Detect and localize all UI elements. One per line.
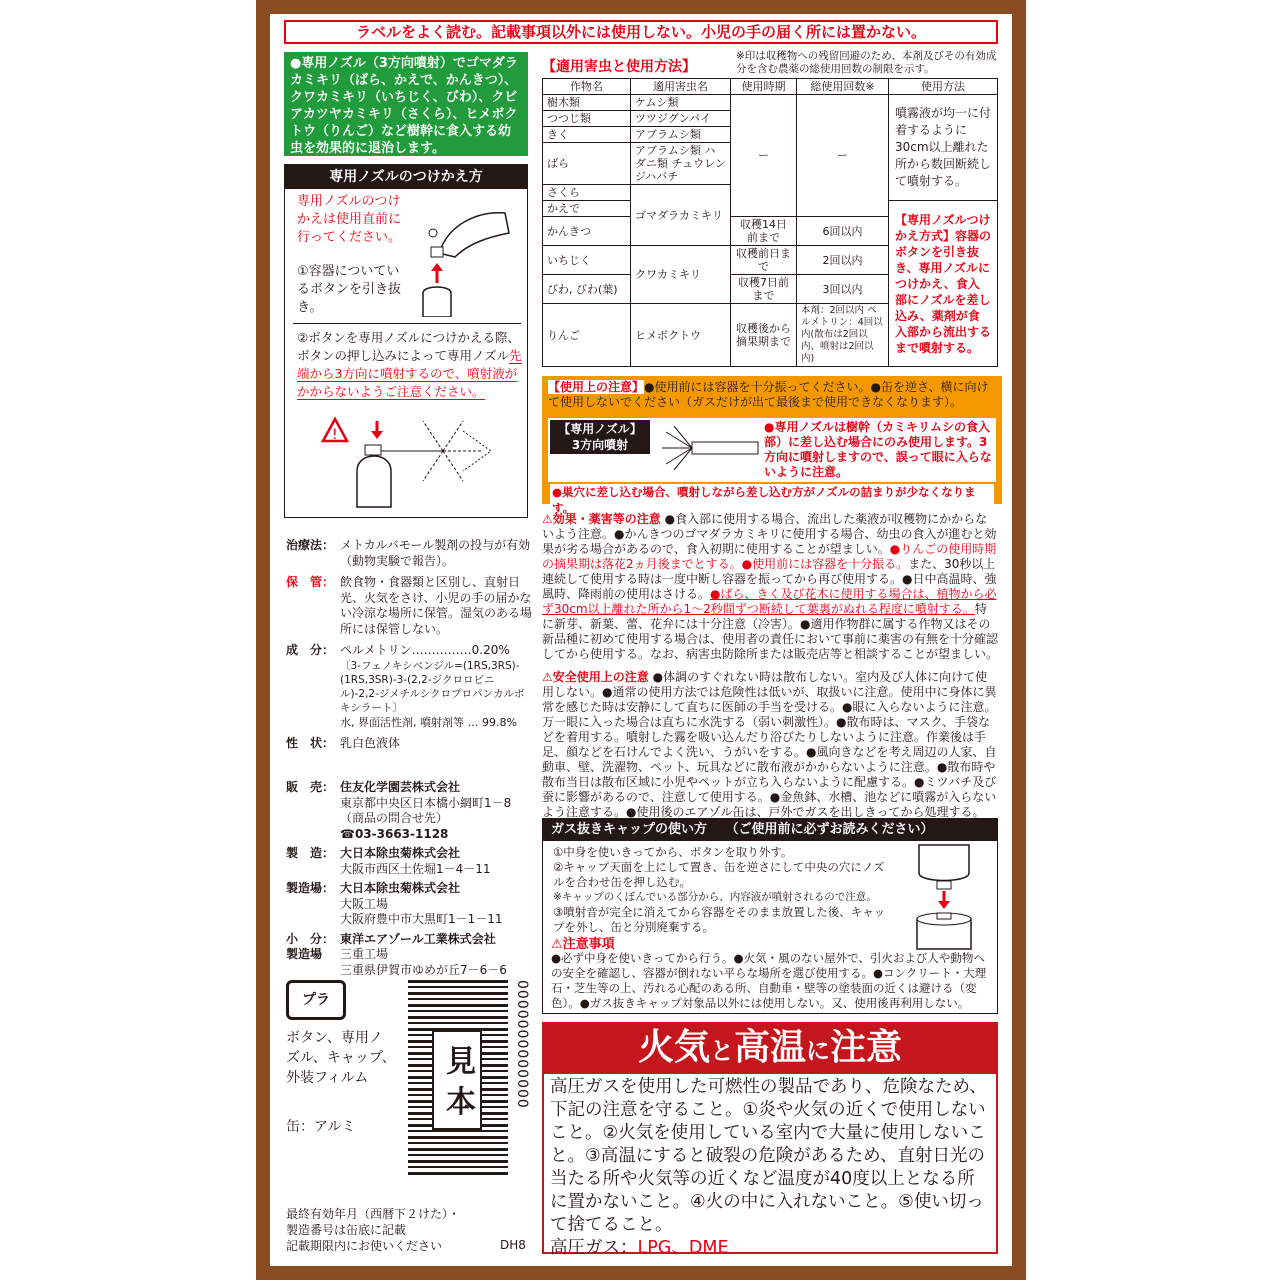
table-header: 適用害虫名 [631,79,731,95]
info-chemical-name: 〔3-フェノキシベンジル=(1RS,3RS)-(1RS,3SR)-3-(2,2-ジクロロビニル)-2,2-ジメチルシクロプロパンカルボキシラート〕 [340,659,525,714]
plant2-key-2: 製造場 [286,947,323,961]
plant-row [286,881,532,928]
expiry-block [286,1206,536,1254]
info-row-treatment [286,538,532,569]
sales-address: 東京都中央区日本橋小網町1－8 [340,795,512,810]
info-key: 治療法： [286,538,335,552]
crop-cell: びわ, びわ(葉) [543,275,631,304]
nozzle-bottom-note: ●巣穴に差し込む場合、噴射しながら差し込む方がノズルの詰まりが少なくなります。 [550,484,994,516]
button-removal-illustration [409,193,517,317]
crop-cell: つつじ類 [543,111,631,127]
fire-title-b: と [709,1037,734,1065]
effect-caution-text: ●食入部に使用する場合、流出した薬液が収穫物にかからないよう注意。●かんきつのゴマダラカミキリに使用する場合、幼虫の食入が進むと効果が劣る場合があるので、食入初期に使用することが望ましい。 [542,512,997,556]
times-cell: 3回以内 [797,275,889,304]
info-value: 飲食物・食器類と区別し、直射日光、火気をさけ、小児の手の届かない冷涼な場所に保管。湿気のある場所には保管しない。 [340,575,533,636]
info-key: 保 管： [286,575,335,589]
info-other-ingredients: 水, 界面活性剤, 噴射剤等 … 99.8% [340,715,517,729]
maker-key: 製 造： [286,846,335,860]
pest-cell: クワカミキリ [631,246,731,304]
info-value: 乳白色液体 [340,736,401,750]
plant-key: 製造場： [286,881,335,895]
crop-cell: 樹木類 [543,95,631,111]
warning-icon: ⚠ [542,512,553,526]
maker-address: 大阪市西区土佐堀1－4－11 [340,861,491,876]
pest-cell: アブラムシ類 ハダニ類 チュウレンジハバチ [631,143,731,185]
sales-row [286,780,532,842]
fire-warning-body [542,1074,998,1258]
pest-cell: ゴマダラカミキリ [631,185,731,246]
info-value: メトカルバモール製剤の投与が有効（動物実験で報告）。 [340,538,531,568]
info-key: 成 分： [286,643,335,657]
table-header: 作物名 [543,79,631,95]
nozzle-label [550,420,650,454]
plant2-row [286,932,532,979]
crop-cell: いちじく [543,246,631,275]
sales-inquiry: （商品の問合せ先） [340,811,449,825]
timing-cell: 収穫前日まで [731,246,797,275]
gas-cap-section [542,818,998,1014]
plant2-company: 東洋エアゾール工業株式会社 [340,931,496,946]
crop-cell: かえで [543,201,631,217]
effect-caution [542,512,998,662]
effect-caution-red-2: ●ばら、きく及び花木に使用する場合は、植物から必ず30cm以上離れた所から1～2秒間ずつ断続して葉裏がぬれる程度に噴射する。 [542,587,997,616]
table-header: 使用方法 [889,79,998,95]
pest-cell: ツツジグンバイ [631,111,731,127]
sales-phone: ☎03-3663-1128 [340,826,449,841]
sales-company: 住友化学園芸株式会社 [340,780,461,794]
crop-cell: ばら [543,143,631,185]
nozzle-section-title: 専用ノズルのつけかえ方 [285,165,527,189]
crop-cell: きく [543,127,631,143]
plant2-name: 三重工場 [340,947,389,961]
fire-gas-label: 高圧ガス： [550,1238,638,1258]
gas-cap-step-1: ①中身を使いきってから、ボタンを取り外す。 [553,845,793,859]
table-row [543,95,998,111]
effect-caution-text-2: また、30秒以上連続して使用する時は一度中断し容器を振ってから再び使用する。●日中高温時、強風時、降雨前の使用はさける。 [542,557,997,601]
recycle-mark: プラ [286,980,346,1020]
plant2-key: 小 分： [286,931,335,946]
plant-address: 大阪府豊中市大黒町1－1－11 [340,912,503,926]
plant2-address: 三重県伊賀市ゆめが丘7－6－6 [340,962,507,977]
gas-cap-attention-head [551,933,615,952]
gas-cap-attention: ●必ず中身を使いきってから行う。●火気・風のない屋外で、引火および人や動物への安全を確認し、容器が倒れない平らな場所を選び使用する。●コンクリート・大理石・芝生等の上、汚れる心配のある所、自動車・壁等の塗装面の近くは避ける（変色）。●ガス抜きキャップ対象品以外には使用しない。又、使用後再利用しない。 [551,951,987,1010]
usage-table-title: 【適用害虫と使用方法】 [542,59,696,75]
gas-cap-title: ガス抜きキャップの使い方 [551,822,708,837]
times-cell: 6回以内 [797,217,889,246]
info-row-storage [286,575,532,637]
gas-cap-step-3: ③噴射音が完全に消えてから容器をそのまま放置した後、キャップを外し、缶と分別廃棄する。 [553,905,886,934]
crop-cell: かんきつ [543,217,631,246]
usage-table [542,78,998,367]
fire-warning-banner [542,1022,998,1074]
info-row-property [286,736,532,752]
fire-title-c: 高温 [733,1027,806,1068]
gas-cap-header [543,819,997,841]
expiry-line-3: 記載期限内にお使いください [286,1239,443,1253]
warning-icon: ⚠ [542,670,553,684]
info-row-ingredients [286,643,532,659]
usage-caution-head: 【使用上の注意】 [548,380,645,394]
recycle-can: 缶：アルミ [286,1119,356,1135]
info-key: 性 状： [286,736,335,750]
safety-caution [542,670,998,820]
product-description: ●専用ノズル（3方向噴射）でゴマダラカミキリ（ばら、かえで、かんきつ）、クワカミキリ（いちじく、びわ）、クビアカツヤカミキリ（さくら）、ヒメボクトウ（りんご）など樹幹に食入する幼虫を効果的に退治します。 [284,52,528,156]
nozzle-step-2-text: ②ボタンを専用ノズルにつけかえる際、ボタンの押し込みによって専用ノズル [297,330,520,363]
effect-caution-head: 効果・薬害等の注意 [552,512,661,526]
expiry-line-1: 最終有効年月（西暦下２けた）・ [286,1207,461,1221]
pest-cell: ケムシ類 [631,95,731,111]
fire-gas-line [550,1237,990,1260]
plant-company: 大日本除虫菊株式会社 [340,881,461,895]
gas-cap-subtitle: （ご使用前に必ずお読みください） [725,822,934,837]
gas-cap-illustration [899,843,995,953]
warning-icon: ⚠ [551,937,563,952]
gas-cap-steps [553,845,893,935]
usage-caution-body: ●使用前には容器を十分振ってください。●缶を逆さ、横に向けて使用しないでください（ガスだけが出て最後まで使用できなくなります）。 [548,380,989,409]
info-block [286,538,532,752]
spray-illustration [313,411,523,511]
usage-table-note: ※印は収穫物への残留回避のため、本剤及びその有効成分を含む農薬の総使用回数の制限を示す。 [736,50,997,75]
pest-cell: アブラムシ類 [631,127,731,143]
usage-caution-text [548,380,996,410]
timing-cell: 収穫14日前まで [731,217,797,246]
nozzle-section [284,164,528,518]
lot-code: DH8 [500,1238,526,1252]
nozzle-step-2 [297,329,523,401]
nozzle-step-1: ①容器についているボタンを引き抜き。 [297,264,402,315]
nozzle-detail-text: ●専用ノズルは樹幹（カミキリムシの食入部）に差し込む場合にのみ使用します。3方向に噴射しますので、誤って眼に入らないように注意。 [764,420,992,479]
sales-key: 販 売： [286,780,335,794]
times-cell: 2回以内 [797,246,889,275]
barcode-digits: 0000000000000 [514,980,530,1109]
table-header: 総使用回数※ [797,79,889,95]
effect-caution-text-3: 特に新芽、新葉、蕾、花弁には十分注意（冷害）。●適用作物群に属する作物又はその新品種に初めて使用する場合は、使用者の責任において事前に薬害の有無を十分確認してから使用する。なお、病害虫防除所または販売店等と相談することが望ましい。 [542,602,999,661]
nozzle-label-1: 【専用ノズル】 [558,422,642,436]
nozzle-step-red: 専用ノズルのつけかえは使用直前に行ってください。 [297,194,402,245]
company-block [286,780,532,978]
expiry-line-2: 製造番号は缶底に記載 [286,1223,407,1237]
top-warning: ラベルをよく読む。記載事項以外には使用しない。小児の手の届く所には置かない。 [284,20,998,44]
fire-title-a: 火気 [637,1027,710,1068]
crop-cell: りんご [543,304,631,367]
attention-head-text: 注意事項 [562,937,615,952]
pest-cell: ヒメボクトウ [631,304,731,367]
fire-title-d: に [806,1037,830,1065]
method-cell: 噴霧液が均一に付着するように30cm以上離れた所から数回断続して噴射する。 [889,95,998,201]
plant-name: 大阪工場 [340,896,389,911]
fire-gas-value: LPG、DME [637,1238,729,1258]
method-cell-nozzle: 【専用ノズルつけかえ方式】容器のボタンを引き抜き、専用ノズルにつけかえ、食入部にノズルを差し込み、薬剤が食入部から流出するまで噴射する。 [889,201,998,367]
timing-cell: 収穫7日前まで [731,275,797,304]
maker-row [286,846,532,877]
maker-company: 大日本除虫菊株式会社 [340,846,461,860]
recycle-items: ボタン、専用ノズル、キャップ、外装フィルム [286,1030,396,1086]
gas-cap-step-2: ②キャップ天面を上にして置き、缶を逆さにして中央の穴にノズルを合わせ缶を押し込む。 [553,860,885,889]
safety-caution-text: ●体調のすぐれない時は散布しない。室内及び人体に向けて使用しない。●通常の使用方法では危険性は低いが、取扱いに注意。使用中に身体に異常を感じた時は安静にして直ちに医師の手当を受ける。●眼に入らないように注意。万一眼に入った場合は直ちに水洗する（弱い刺激性）。●散布時は、マスク、手袋などを着用する。噴射した霧を吸い込んだり浴びたりしないように注意。作業後は手足、顔などを石けんでよく洗い、うがいをする。●風向きなどを考え周辺の人家、自動車、壁、洗濯物、ペット、玩具などに散布液がかからないように注意。●散布時や散布当日は散布区域に小児やペットが立ち入らないように配慮する。●ミツバチ及び蚕に影響があるので、注意して使用する。●金魚鉢、水槽、池などに噴霧が入らないよう注意する。●使用後のエアゾル缶は、戸外でガスを出しきってから処理する。 [542,670,997,819]
info-value: ペルメトリン……………0.20% [340,643,510,657]
gas-cap-note: ※キャップのくぼんでいる部分から、内容液が噴射されるので注意。 [553,891,877,903]
times-cell: 本剤：2回以内 ペルメトリン：4回以内(散布は2回以内、噴射は2回以内) [797,304,889,367]
three-way-nozzle-icon [652,420,760,476]
effect-caution-red: ●りんごの使用時期の摘果期は落花2ヵ月後までとする。●使用前には容器を十分振る。 [542,542,997,571]
safety-caution-head: 安全使用上の注意 [552,670,649,684]
timing-cell: 収穫後から摘果期まで [731,304,797,367]
svg-text:!: ! [332,427,338,443]
times-cell: ー [797,95,889,217]
fire-title-e: 注意 [830,1027,903,1068]
nozzle-label-2: 3方向噴射 [571,438,629,452]
crop-cell: さくら [543,185,631,201]
fire-body-text: 高圧ガスを使用した可燃性の製品であり、危険なため、下記の注意を守ること。①炎や火気の近くで使用しないこと。②火気を使用している室内で大量に使用しないこと。③高温にすると破裂の危険があるため、直射日光の当たる所や火気等の近くなど温度が40度以上となる所に置かないこと。④火の中に入れないこと。⑤使い切って捨てること。 [550,1077,987,1235]
timing-cell: ー [731,95,797,217]
nozzle-step-2-red: 先端から3方向に噴射するので、噴射液がかからないようご注意ください。 [297,348,522,399]
table-header: 使用時期 [731,79,797,95]
barcode-sample-text: 見 本 [432,1030,482,1130]
table-header-row [543,79,998,95]
